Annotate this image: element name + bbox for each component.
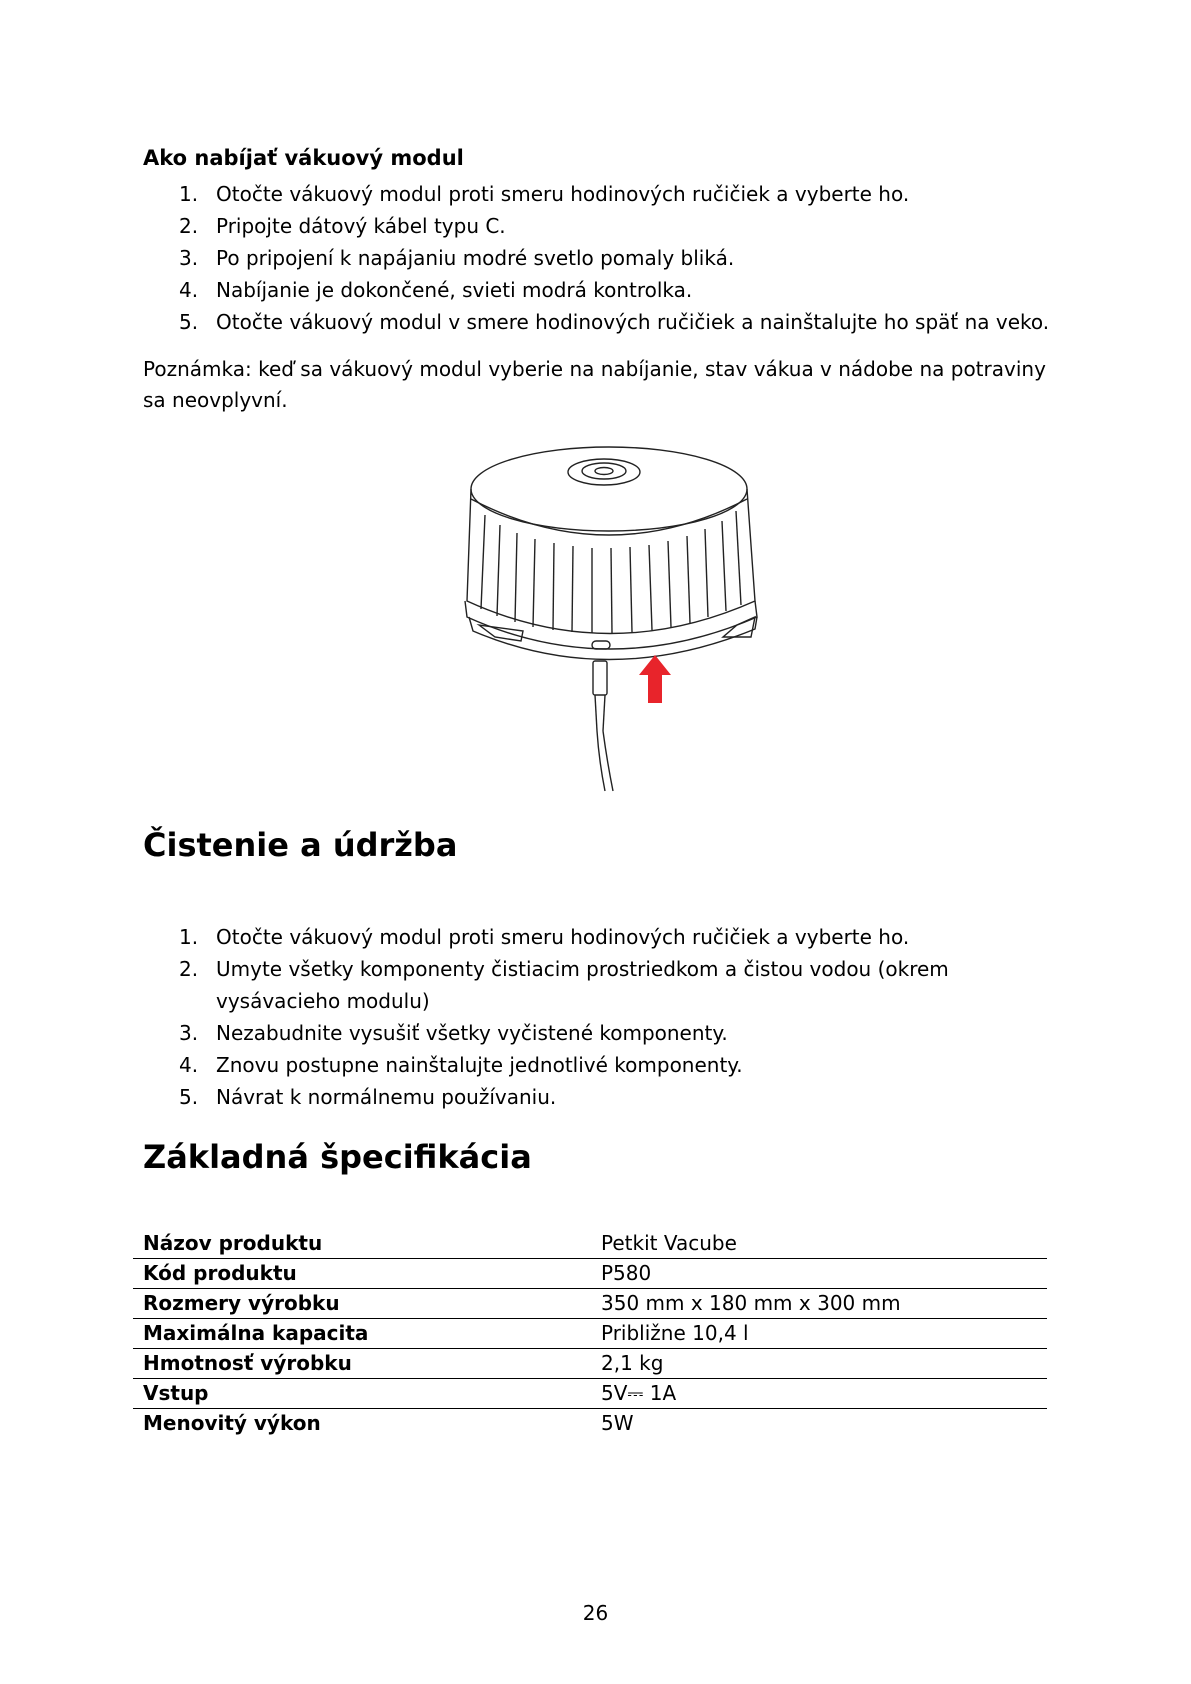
table-row — [133, 1259, 1047, 1289]
list-number: 1. — [179, 182, 199, 206]
list-number: 5. — [179, 310, 199, 334]
charge-steps-list — [143, 178, 1073, 338]
table-row — [133, 1229, 1047, 1259]
list-text: Znovu postupne nainštalujte jednotlivé komponenty. — [216, 1053, 743, 1077]
list-number: 2. — [179, 957, 199, 981]
list-number: 4. — [179, 278, 199, 302]
list-number: 2. — [179, 214, 199, 238]
table-row — [133, 1319, 1047, 1349]
up-arrow-icon — [639, 655, 671, 703]
list-number: 4. — [179, 1053, 199, 1077]
list-item — [143, 1081, 1073, 1113]
spec-value: 2,1 kg — [601, 1351, 664, 1375]
spec-value: P580 — [601, 1261, 652, 1285]
table-row — [133, 1349, 1047, 1379]
charge-heading: Ako nabíjať vákuový modul — [143, 146, 464, 170]
spec-key: Rozmery výrobku — [143, 1291, 340, 1315]
list-text: Návrat k normálnemu používaniu. — [216, 1085, 557, 1109]
spec-key: Maximálna kapacita — [143, 1321, 369, 1345]
list-item — [143, 178, 1073, 210]
list-text: Po pripojení k napájaniu modré svetlo pomaly bliká. — [216, 246, 735, 270]
spec-key: Vstup — [143, 1381, 209, 1405]
spec-value: Približne 10,4 l — [601, 1321, 749, 1345]
list-number: 3. — [179, 1021, 199, 1045]
list-item — [143, 1049, 1073, 1081]
list-number: 5. — [179, 1085, 199, 1109]
list-item — [143, 242, 1073, 274]
table-row — [133, 1289, 1047, 1319]
list-item — [143, 1017, 1073, 1049]
list-text: Pripojte dátový kábel typu C. — [216, 214, 506, 238]
spec-key: Kód produktu — [143, 1261, 297, 1285]
page-number: 26 — [582, 1601, 609, 1625]
spec-key: Menovitý výkon — [143, 1411, 321, 1435]
specification-heading: Základná špecifikácia — [143, 1138, 532, 1176]
list-item — [143, 953, 1073, 1017]
list-item — [143, 921, 1073, 953]
specification-table — [133, 1229, 1047, 1438]
list-item — [143, 210, 1073, 242]
list-text: Otočte vákuový modul proti smeru hodinových ručičiek a vyberte ho. — [216, 925, 910, 949]
list-text: Otočte vákuový modul v smere hodinových ručičiek a nainštalujte ho späť na veko. — [216, 310, 1050, 334]
list-text: Umyte všetky komponenty čistiacim prostriedkom a čistou vodou (okrem vysávacieho modulu) — [216, 957, 949, 1013]
spec-value: 5V⎓ 1A — [601, 1381, 677, 1405]
spec-key: Názov produktu — [143, 1231, 323, 1255]
usb-c-cable-icon — [593, 661, 613, 791]
list-number: 3. — [179, 246, 199, 270]
list-text: Otočte vákuový modul proti smeru hodinových ručičiek a vyberte ho. — [216, 182, 910, 206]
list-number: 1. — [179, 925, 199, 949]
spec-value: Petkit Vacube — [601, 1231, 737, 1255]
charging-note: Poznámka: keď sa vákuový modul vyberie na nabíjanie, stav vákua v nádobe na potraviny sa neovplyvní. — [143, 357, 1046, 412]
list-item — [143, 274, 1073, 306]
list-text: Nezabudnite vysušiť všetky vyčistené komponenty. — [216, 1021, 728, 1045]
vacuum-module-illustration — [437, 441, 787, 793]
table-row — [133, 1379, 1047, 1409]
table-row — [133, 1409, 1047, 1439]
cleaning-heading: Čistenie a údržba — [143, 826, 458, 864]
cleaning-steps-list — [143, 921, 1073, 1113]
list-text: Nabíjanie je dokončené, svieti modrá kontrolka. — [216, 278, 693, 302]
spec-value: 350 mm x 180 mm x 300 mm — [601, 1291, 901, 1315]
spec-value: 5W — [601, 1411, 634, 1435]
spec-key: Hmotnosť výrobku — [143, 1351, 352, 1375]
list-item — [143, 306, 1073, 338]
